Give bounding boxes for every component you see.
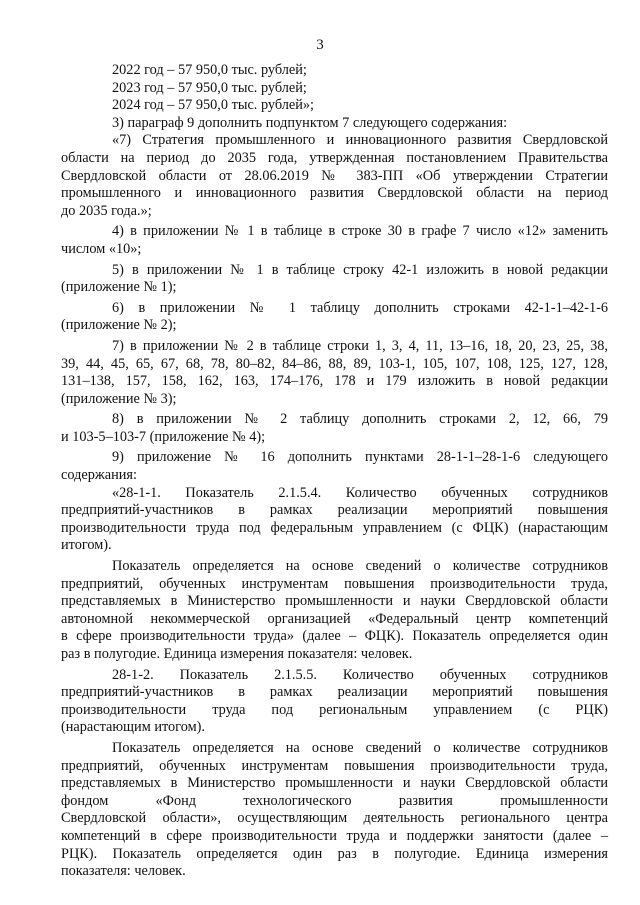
text-line: (приложение № 2); <box>61 317 177 334</box>
text-line: фондом «Фонд технологического развития промышленности <box>61 792 608 809</box>
text-line: Показатель определяется на основе сведений о количестве сотрудников <box>112 558 608 575</box>
text-line: «7) Стратегия промышленного и инновационного развития Свердловской <box>112 132 608 149</box>
text-line: предприятий-участников в рамках реализации мероприятий повышения <box>61 684 608 701</box>
text-line: 3) параграф 9 дополнить подпунктом 7 следующего содержания: <box>112 114 508 131</box>
text-line: 39, 44, 45, 65, 67, 68, 78, 80–82, 84–86, 88, 89, 103-1, 105, 107, 108, 125, 127, 128, <box>61 355 608 372</box>
text-line: и 103-5–103-7 (приложение № 4); <box>61 428 266 445</box>
document-body <box>61 62 608 881</box>
text-line: производительности труда под федеральным управлением (с ФЦК) (нарастающим <box>61 519 608 536</box>
text-line: промышленного и инновационного развития Свердловской области на период <box>61 185 608 202</box>
text-line: «28-1-1. Показатель 2.1.5.4. Количество обученных сотрудников <box>112 484 608 501</box>
text-line: показателя: человек. <box>61 863 186 880</box>
text-line: 7) в приложении № 2 в таблице строки 1, 3, 4, 11, 13–16, 18, 20, 23, 25, 38, <box>112 337 608 354</box>
text-line: Свердловской области от 28.06.2019 № 383-ПП «Об утверждении Стратегии <box>61 167 608 184</box>
text-line: итогом). <box>61 537 112 554</box>
text-line: РЦК). Показатель определяется один раз в полугодие. Единица измерения <box>61 845 608 862</box>
text-line: производительности труда под региональным управлением (с РЦК) <box>61 701 608 718</box>
page-number: 3 <box>316 37 324 53</box>
text-line: 28-1-2. Показатель 2.1.5.5. Количество обученных сотрудников <box>112 666 608 683</box>
text-line: 5) в приложении № 1 в таблице строку 42-1 изложить в новой редакции <box>112 261 608 278</box>
text-line: 2023 год – 57 950,0 тыс. рублей; <box>112 79 307 96</box>
text-line: компетенций в сфере производительности труда и поддержки занятости (далее – <box>61 827 608 844</box>
text-line: представляемых в Министерство промышленности и науки Свердловской области <box>61 593 608 610</box>
text-line: 8) в приложении № 2 таблицу дополнить строками 2, 12, 66, 79 <box>112 411 608 428</box>
text-line: предприятий, обученных инструментам повышения производительности труда, <box>61 757 608 774</box>
text-line: 2022 год – 57 950,0 тыс. рублей; <box>112 62 307 78</box>
text-line: 9) приложение № 16 дополнить пунктами 28-1-1–28-1-6 следующего <box>112 449 608 466</box>
text-line: в сфере производительности труда» (далее – ФЦК). Показатель определяется один <box>61 628 608 645</box>
text-line: 4) в приложении № 1 в таблице в строке 30 в графе 7 число «12» заменить <box>112 223 608 240</box>
text-line: числом «10»; <box>61 240 142 257</box>
text-line: до 2035 года.»; <box>61 202 152 219</box>
text-line: предприятий-участников в рамках реализации мероприятий повышения <box>61 502 608 519</box>
text-line: раз в полугодие. Единица измерения показателя: человек. <box>61 646 413 662</box>
text-line: (приложение № 3); <box>61 390 177 407</box>
text-line: области на период до 2035 года, утвержденная постановлением Правительства <box>61 149 608 166</box>
text-line: предприятий, обученных инструментам повышения производительности труда, <box>61 575 608 592</box>
text-line: 131–138, 157, 158, 162, 163, 174–176, 178 и 179 изложить в новой редакции <box>61 373 608 390</box>
text-line: (приложение № 1); <box>61 279 177 296</box>
text-line: Свердловской области», осуществляющим деятельность регионального центра <box>61 810 608 827</box>
text-line: автономной некоммерческой организацией «Федеральный центр компетенций <box>61 610 608 627</box>
text-line: содержания: <box>61 467 137 484</box>
text-line: (нарастающим итогом). <box>61 719 205 736</box>
text-line: представляемых в Министерство промышленности и науки Свердловской области <box>61 775 608 792</box>
text-line: Показатель определяется на основе сведений о количестве сотрудников <box>112 739 608 756</box>
text-line: 6) в приложении № 1 таблицу дополнить строками 42-1-1–42-1-6 <box>112 299 608 316</box>
text-line: 2024 год – 57 950,0 тыс. рублей»; <box>112 97 315 114</box>
